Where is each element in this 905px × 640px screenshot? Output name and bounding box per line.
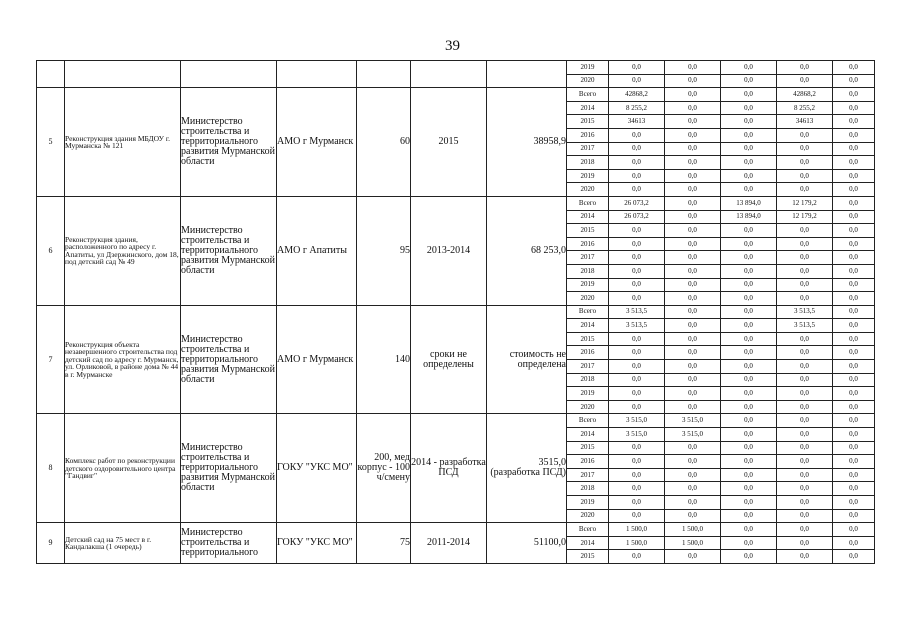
value-cell: 0,0 [777, 468, 833, 482]
table-row [37, 61, 875, 75]
year-cell: 2019 [567, 278, 609, 292]
value-cell: 0,0 [665, 237, 721, 251]
customer: АМО г Апатиты [277, 196, 357, 305]
table-row [37, 196, 875, 210]
responsible-org: Министерство строительства и территориального развития Мурманской области [181, 305, 277, 414]
value-cell: 0,0 [665, 482, 721, 496]
value-cell: 0,0 [777, 400, 833, 414]
value-cell: 26 073,2 [609, 210, 665, 224]
value-cell: 0,0 [665, 210, 721, 224]
year-cell: 2016 [567, 455, 609, 469]
row-number [37, 61, 65, 88]
year-cell: 2016 [567, 128, 609, 142]
value-cell: 0,0 [721, 414, 777, 428]
value-cell: 13 894,0 [721, 196, 777, 210]
capacity: 140 [357, 305, 411, 414]
value-cell: 0,0 [777, 292, 833, 306]
value-cell: 0,0 [665, 224, 721, 238]
year-cell: 2020 [567, 509, 609, 523]
value-cell: 0,0 [833, 237, 875, 251]
value-cell: 0,0 [721, 332, 777, 346]
responsible-org: Министерство строительства и территориального развития Мурманской области [181, 196, 277, 305]
year-cell: 2020 [567, 183, 609, 197]
value-cell: 0,0 [609, 373, 665, 387]
customer: АМО г Мурманск [277, 305, 357, 414]
value-cell: 0,0 [609, 74, 665, 88]
year-cell: 2019 [567, 387, 609, 401]
year-cell: 2019 [567, 61, 609, 75]
value-cell: 0,0 [777, 142, 833, 156]
value-cell: 0,0 [833, 292, 875, 306]
value-cell: 0,0 [833, 169, 875, 183]
value-cell: 0,0 [721, 360, 777, 374]
value-cell: 0,0 [665, 360, 721, 374]
value-cell: 0,0 [721, 373, 777, 387]
value-cell: 0,0 [777, 61, 833, 75]
value-cell: 0,0 [833, 387, 875, 401]
value-cell: 0,0 [609, 61, 665, 75]
value-cell: 0,0 [665, 128, 721, 142]
year-cell: 2015 [567, 550, 609, 564]
value-cell: 42868,2 [609, 88, 665, 102]
value-cell: 0,0 [665, 183, 721, 197]
year-cell: 2019 [567, 496, 609, 510]
value-cell: 0,0 [665, 496, 721, 510]
value-cell: 0,0 [777, 169, 833, 183]
table-row [37, 88, 875, 102]
value-cell: 0,0 [721, 224, 777, 238]
value-cell: 3 513,5 [609, 319, 665, 333]
value-cell: 0,0 [721, 346, 777, 360]
value-cell: 0,0 [721, 536, 777, 550]
year-cell: 2018 [567, 373, 609, 387]
value-cell: 0,0 [609, 156, 665, 170]
value-cell: 0,0 [721, 88, 777, 102]
value-cell: 0,0 [833, 550, 875, 564]
value-cell: 3 513,5 [609, 305, 665, 319]
value-cell: 0,0 [721, 237, 777, 251]
value-cell: 3 513,5 [777, 305, 833, 319]
value-cell: 3 515,0 [609, 414, 665, 428]
value-cell: 0,0 [609, 128, 665, 142]
value-cell: 42868,2 [777, 88, 833, 102]
value-cell: 0,0 [665, 305, 721, 319]
value-cell: 0,0 [833, 196, 875, 210]
page-number: 39 [445, 38, 460, 54]
value-cell: 0,0 [721, 305, 777, 319]
value-cell: 0,0 [609, 142, 665, 156]
value-cell: 0,0 [665, 332, 721, 346]
value-cell: 0,0 [665, 346, 721, 360]
value-cell: 0,0 [721, 455, 777, 469]
year-cell: Всего [567, 305, 609, 319]
value-cell: 0,0 [609, 224, 665, 238]
value-cell: 0,0 [777, 455, 833, 469]
value-cell: 0,0 [833, 414, 875, 428]
year-cell: Всего [567, 196, 609, 210]
value-cell: 0,0 [833, 115, 875, 129]
value-cell: 0,0 [777, 264, 833, 278]
capacity: 200, мед корпус - 100 ч/смену [357, 414, 411, 523]
value-cell: 0,0 [665, 264, 721, 278]
value-cell: 0,0 [833, 210, 875, 224]
value-cell: 0,0 [833, 428, 875, 442]
project-name [65, 61, 181, 88]
value-cell: 0,0 [609, 441, 665, 455]
value-cell: 0,0 [721, 264, 777, 278]
value-cell: 0,0 [777, 224, 833, 238]
value-cell: 0,0 [609, 400, 665, 414]
value-cell: 0,0 [665, 387, 721, 401]
value-cell: 0,0 [777, 346, 833, 360]
capacity: 75 [357, 523, 411, 564]
period: 2011-2014 [411, 523, 487, 564]
value-cell: 0,0 [721, 468, 777, 482]
value-cell: 0,0 [833, 523, 875, 537]
year-cell: 2015 [567, 332, 609, 346]
value-cell: 0,0 [721, 115, 777, 129]
value-cell: 0,0 [777, 496, 833, 510]
value-cell: 0,0 [777, 128, 833, 142]
value-cell: 0,0 [721, 183, 777, 197]
value-cell: 0,0 [609, 455, 665, 469]
year-cell: 2017 [567, 142, 609, 156]
responsible-org: Министерство строительства и территориального развития Мурманской области [181, 414, 277, 523]
capacity [357, 61, 411, 88]
value-cell: 0,0 [833, 455, 875, 469]
customer: ГОКУ "УКС МО" [277, 523, 357, 564]
total-cost [487, 61, 567, 88]
project-name: Комплекс работ по реконструкции детского оздоровительного центра "Гандвиг" [65, 414, 181, 523]
total-cost: 51100,0 [487, 523, 567, 564]
value-cell: 8 255,2 [777, 101, 833, 115]
value-cell: 0,0 [609, 237, 665, 251]
value-cell: 0,0 [833, 251, 875, 265]
total-cost: 68 253,0 [487, 196, 567, 305]
project-name: Реконструкция здания МБДОУ г. Мурманска № 121 [65, 88, 181, 197]
value-cell: 0,0 [833, 74, 875, 88]
value-cell: 0,0 [833, 360, 875, 374]
value-cell: 0,0 [665, 61, 721, 75]
value-cell: 0,0 [721, 156, 777, 170]
year-cell: 2018 [567, 156, 609, 170]
value-cell: 0,0 [833, 509, 875, 523]
value-cell: 0,0 [777, 251, 833, 265]
value-cell: 0,0 [665, 156, 721, 170]
customer: АМО г Мурманск [277, 88, 357, 197]
value-cell: 0,0 [833, 156, 875, 170]
year-cell: 2014 [567, 428, 609, 442]
value-cell: 0,0 [721, 128, 777, 142]
value-cell: 0,0 [609, 278, 665, 292]
value-cell: 0,0 [665, 142, 721, 156]
value-cell: 0,0 [665, 441, 721, 455]
value-cell: 0,0 [833, 224, 875, 238]
value-cell: 0,0 [609, 346, 665, 360]
responsible-org: Министерство строительства и территориального развития Мурманской области [181, 88, 277, 197]
value-cell: 0,0 [721, 523, 777, 537]
year-cell: 2020 [567, 74, 609, 88]
value-cell: 0,0 [721, 278, 777, 292]
year-cell: 2016 [567, 346, 609, 360]
year-cell: 2015 [567, 441, 609, 455]
value-cell: 3 515,0 [665, 428, 721, 442]
year-cell: 2015 [567, 224, 609, 238]
value-cell: 0,0 [777, 536, 833, 550]
year-cell: Всего [567, 414, 609, 428]
value-cell: 3 515,0 [609, 428, 665, 442]
value-cell: 0,0 [833, 468, 875, 482]
value-cell: 0,0 [665, 400, 721, 414]
value-cell: 0,0 [777, 237, 833, 251]
value-cell: 0,0 [721, 319, 777, 333]
value-cell: 34613 [609, 115, 665, 129]
customer: ГОКУ "УКС МО" [277, 414, 357, 523]
value-cell: 0,0 [777, 74, 833, 88]
value-cell: 0,0 [665, 468, 721, 482]
value-cell: 0,0 [665, 292, 721, 306]
year-cell: 2014 [567, 319, 609, 333]
value-cell: 0,0 [777, 428, 833, 442]
value-cell: 0,0 [833, 88, 875, 102]
value-cell: 0,0 [609, 509, 665, 523]
row-number: 8 [37, 414, 65, 523]
value-cell: 0,0 [833, 496, 875, 510]
year-cell: 2020 [567, 400, 609, 414]
value-cell: 12 179,2 [777, 210, 833, 224]
value-cell: 1 500,0 [665, 536, 721, 550]
value-cell: 0,0 [665, 319, 721, 333]
value-cell: 0,0 [777, 373, 833, 387]
value-cell: 0,0 [609, 292, 665, 306]
value-cell: 0,0 [833, 128, 875, 142]
project-name: Реконструкция здания, расположенного по адресу г. Апатиты, ул Дзержинского, дом 18, под детский сад № 49 [65, 196, 181, 305]
value-cell: 0,0 [609, 468, 665, 482]
value-cell: 0,0 [833, 142, 875, 156]
year-cell: 2014 [567, 536, 609, 550]
value-cell: 0,0 [777, 387, 833, 401]
capacity: 95 [357, 196, 411, 305]
value-cell: 0,0 [777, 550, 833, 564]
value-cell: 0,0 [609, 169, 665, 183]
table-row [37, 305, 875, 319]
value-cell: 0,0 [609, 360, 665, 374]
value-cell: 0,0 [721, 101, 777, 115]
value-cell: 0,0 [833, 278, 875, 292]
year-cell: 2017 [567, 360, 609, 374]
year-cell: 2017 [567, 251, 609, 265]
value-cell: 0,0 [833, 441, 875, 455]
value-cell: 0,0 [833, 264, 875, 278]
value-cell: 0,0 [833, 183, 875, 197]
row-number: 7 [37, 305, 65, 414]
value-cell: 0,0 [721, 142, 777, 156]
value-cell: 0,0 [833, 400, 875, 414]
year-cell: 2018 [567, 264, 609, 278]
value-cell: 0,0 [721, 292, 777, 306]
value-cell: 0,0 [665, 196, 721, 210]
value-cell: 3 515,0 [665, 414, 721, 428]
table-row [37, 523, 875, 537]
value-cell: 0,0 [665, 115, 721, 129]
period: 2014 - разработка ПСД [411, 414, 487, 523]
row-number: 5 [37, 88, 65, 197]
value-cell: 0,0 [833, 101, 875, 115]
value-cell: 0,0 [721, 441, 777, 455]
value-cell: 0,0 [665, 101, 721, 115]
project-name: Реконструкция объекта незавершенного строительства под детский сад по адресу г. Мурманск, ул. Орликовой, в районе дома № 44 в г. Мурманске [65, 305, 181, 414]
value-cell: 0,0 [609, 482, 665, 496]
value-cell: 0,0 [721, 400, 777, 414]
value-cell: 0,0 [665, 550, 721, 564]
value-cell: 1 500,0 [665, 523, 721, 537]
value-cell: 8 255,2 [609, 101, 665, 115]
value-cell: 0,0 [721, 482, 777, 496]
value-cell: 0,0 [609, 183, 665, 197]
value-cell: 0,0 [721, 61, 777, 75]
table-body [37, 61, 875, 564]
value-cell: 0,0 [777, 360, 833, 374]
value-cell: 0,0 [721, 387, 777, 401]
value-cell: 0,0 [833, 536, 875, 550]
value-cell: 0,0 [777, 332, 833, 346]
value-cell: 0,0 [665, 455, 721, 469]
year-cell: 2017 [567, 468, 609, 482]
year-cell: 2018 [567, 482, 609, 496]
value-cell: 0,0 [721, 550, 777, 564]
value-cell: 0,0 [721, 251, 777, 265]
period [411, 61, 487, 88]
value-cell: 0,0 [609, 387, 665, 401]
year-cell: 2016 [567, 237, 609, 251]
value-cell: 0,0 [721, 428, 777, 442]
year-cell: 2019 [567, 169, 609, 183]
value-cell: 0,0 [777, 183, 833, 197]
value-cell: 0,0 [665, 278, 721, 292]
value-cell: 26 073,2 [609, 196, 665, 210]
value-cell: 0,0 [665, 74, 721, 88]
row-number: 9 [37, 523, 65, 564]
investment-table [36, 60, 875, 564]
value-cell: 13 894,0 [721, 210, 777, 224]
value-cell: 34613 [777, 115, 833, 129]
value-cell: 0,0 [777, 441, 833, 455]
row-number: 6 [37, 196, 65, 305]
project-name: Детский сад на 75 мест в г. Кандалакша (1 очередь) [65, 523, 181, 564]
year-cell: Всего [567, 523, 609, 537]
value-cell: 0,0 [609, 264, 665, 278]
value-cell: 0,0 [833, 305, 875, 319]
value-cell: 0,0 [777, 156, 833, 170]
year-cell: 2014 [567, 101, 609, 115]
table-row [37, 414, 875, 428]
value-cell: 0,0 [777, 414, 833, 428]
year-cell: Всего [567, 88, 609, 102]
value-cell: 0,0 [833, 482, 875, 496]
value-cell: 0,0 [721, 74, 777, 88]
capacity: 60 [357, 88, 411, 197]
responsible-org [181, 61, 277, 88]
value-cell: 0,0 [665, 88, 721, 102]
value-cell: 0,0 [833, 332, 875, 346]
value-cell: 0,0 [777, 278, 833, 292]
value-cell: 12 179,2 [777, 196, 833, 210]
value-cell: 0,0 [609, 550, 665, 564]
value-cell: 1 500,0 [609, 536, 665, 550]
value-cell: 0,0 [833, 319, 875, 333]
year-cell: 2020 [567, 292, 609, 306]
value-cell: 1 500,0 [609, 523, 665, 537]
total-cost: 38958,9 [487, 88, 567, 197]
value-cell: 0,0 [721, 509, 777, 523]
value-cell: 0,0 [833, 346, 875, 360]
value-cell: 0,0 [777, 482, 833, 496]
value-cell: 0,0 [833, 373, 875, 387]
value-cell: 0,0 [665, 169, 721, 183]
value-cell: 0,0 [777, 523, 833, 537]
value-cell: 0,0 [609, 332, 665, 346]
total-cost: стоимость не определена [487, 305, 567, 414]
value-cell: 3 513,5 [777, 319, 833, 333]
value-cell: 0,0 [721, 169, 777, 183]
total-cost: 3515,0 (разработка ПСД) [487, 414, 567, 523]
value-cell: 0,0 [665, 509, 721, 523]
period: 2015 [411, 88, 487, 197]
value-cell: 0,0 [833, 61, 875, 75]
period: сроки не определены [411, 305, 487, 414]
value-cell: 0,0 [777, 509, 833, 523]
value-cell: 0,0 [609, 251, 665, 265]
customer [277, 61, 357, 88]
responsible-org: Министерство строительства и территориального [181, 523, 277, 564]
value-cell: 0,0 [609, 496, 665, 510]
value-cell: 0,0 [665, 251, 721, 265]
year-cell: 2014 [567, 210, 609, 224]
value-cell: 0,0 [721, 496, 777, 510]
value-cell: 0,0 [665, 373, 721, 387]
year-cell: 2015 [567, 115, 609, 129]
period: 2013-2014 [411, 196, 487, 305]
